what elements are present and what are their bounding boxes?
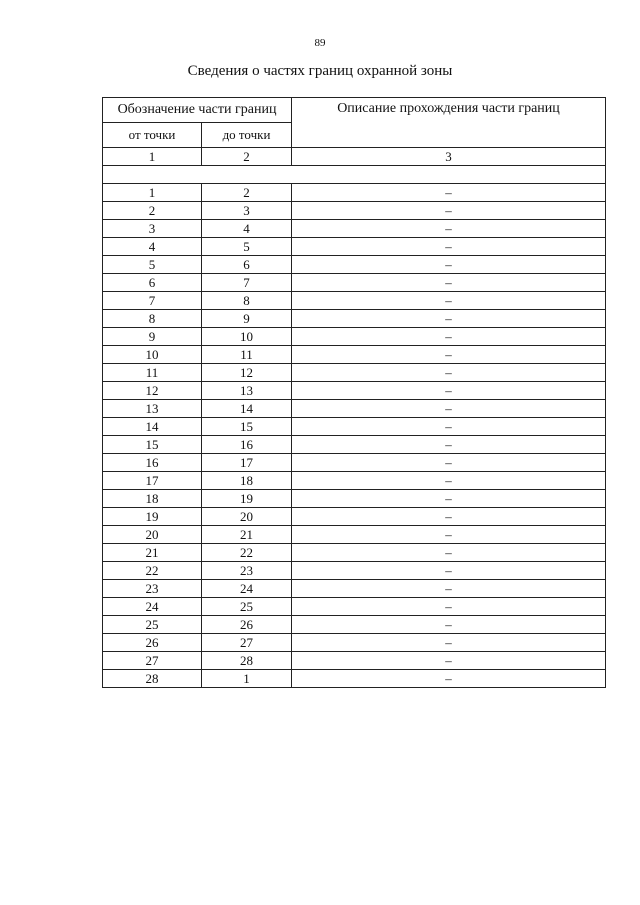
table-row [103, 544, 606, 562]
cell-from-point: 17 [103, 472, 202, 490]
header-number-1: 1 [103, 148, 202, 166]
cell-from-point: 8 [103, 310, 202, 328]
cell-from-point: 26 [103, 634, 202, 652]
cell-description: – [292, 256, 606, 274]
cell-to-point: 28 [202, 652, 292, 670]
cell-from-point: 23 [103, 580, 202, 598]
cell-from-point: 1 [103, 184, 202, 202]
cell-from-point: 9 [103, 328, 202, 346]
cell-description: – [292, 382, 606, 400]
cell-description: – [292, 562, 606, 580]
table-row [103, 670, 606, 688]
table-row [103, 364, 606, 382]
header-description: Описание прохождения части границ [292, 98, 606, 148]
table-row [103, 580, 606, 598]
cell-description: – [292, 616, 606, 634]
cell-from-point: 16 [103, 454, 202, 472]
header-number-3: 3 [292, 148, 606, 166]
cell-to-point: 22 [202, 544, 292, 562]
table-row [103, 436, 606, 454]
cell-to-point: 6 [202, 256, 292, 274]
cell-to-point: 5 [202, 238, 292, 256]
cell-from-point: 10 [103, 346, 202, 364]
table-row [103, 472, 606, 490]
cell-to-point: 19 [202, 490, 292, 508]
cell-to-point: 27 [202, 634, 292, 652]
cell-description: – [292, 526, 606, 544]
cell-from-point: 20 [103, 526, 202, 544]
table-row [103, 292, 606, 310]
cell-to-point: 8 [202, 292, 292, 310]
cell-description: – [292, 310, 606, 328]
cell-from-point: 7 [103, 292, 202, 310]
cell-from-point: 14 [103, 418, 202, 436]
table-row [103, 346, 606, 364]
cell-description: – [292, 598, 606, 616]
page-number: 89 [314, 37, 326, 49]
table-row [103, 382, 606, 400]
cell-description: – [292, 346, 606, 364]
cell-description: – [292, 580, 606, 598]
cell-from-point: 21 [103, 544, 202, 562]
header-number-2: 2 [202, 148, 292, 166]
cell-description: – [292, 472, 606, 490]
cell-to-point: 15 [202, 418, 292, 436]
cell-to-point: 10 [202, 328, 292, 346]
blank-row [103, 166, 606, 184]
cell-description: – [292, 436, 606, 454]
table-row [103, 184, 606, 202]
cell-to-point: 23 [202, 562, 292, 580]
table-row [103, 562, 606, 580]
cell-to-point: 9 [202, 310, 292, 328]
table-row [103, 220, 606, 238]
cell-from-point: 19 [103, 508, 202, 526]
table-row [103, 238, 606, 256]
cell-description: – [292, 400, 606, 418]
cell-description: – [292, 274, 606, 292]
table-row [103, 652, 606, 670]
cell-to-point: 4 [202, 220, 292, 238]
blank-cell [103, 166, 606, 184]
boundary-parts-table [102, 97, 606, 688]
table-row [103, 634, 606, 652]
cell-to-point: 1 [202, 670, 292, 688]
cell-from-point: 22 [103, 562, 202, 580]
cell-to-point: 24 [202, 580, 292, 598]
table-row [103, 418, 606, 436]
cell-from-point: 3 [103, 220, 202, 238]
cell-to-point: 11 [202, 346, 292, 364]
cell-to-point: 12 [202, 364, 292, 382]
cell-description: – [292, 238, 606, 256]
cell-to-point: 18 [202, 472, 292, 490]
cell-from-point: 27 [103, 652, 202, 670]
table-row [103, 310, 606, 328]
cell-description: – [292, 454, 606, 472]
header-boundary-designation: Обозначение части границ [103, 98, 292, 123]
table-body [103, 184, 606, 688]
table-row [103, 598, 606, 616]
cell-to-point: 16 [202, 436, 292, 454]
table-row [103, 400, 606, 418]
cell-description: – [292, 292, 606, 310]
table-row [103, 508, 606, 526]
cell-from-point: 11 [103, 364, 202, 382]
cell-description: – [292, 544, 606, 562]
table-row [103, 526, 606, 544]
table-row [103, 202, 606, 220]
cell-from-point: 18 [103, 490, 202, 508]
cell-to-point: 3 [202, 202, 292, 220]
cell-description: – [292, 670, 606, 688]
table-row [103, 490, 606, 508]
cell-from-point: 2 [103, 202, 202, 220]
cell-to-point: 26 [202, 616, 292, 634]
table-row [103, 256, 606, 274]
cell-from-point: 5 [103, 256, 202, 274]
cell-from-point: 25 [103, 616, 202, 634]
cell-description: – [292, 364, 606, 382]
cell-from-point: 24 [103, 598, 202, 616]
cell-description: – [292, 418, 606, 436]
cell-description: – [292, 220, 606, 238]
cell-to-point: 17 [202, 454, 292, 472]
cell-description: – [292, 490, 606, 508]
cell-to-point: 20 [202, 508, 292, 526]
cell-to-point: 13 [202, 382, 292, 400]
header-to-point: до точки [202, 123, 292, 148]
cell-from-point: 12 [103, 382, 202, 400]
table-row [103, 616, 606, 634]
cell-description: – [292, 184, 606, 202]
cell-from-point: 13 [103, 400, 202, 418]
cell-to-point: 21 [202, 526, 292, 544]
cell-to-point: 25 [202, 598, 292, 616]
cell-from-point: 15 [103, 436, 202, 454]
cell-from-point: 6 [103, 274, 202, 292]
document-title: Сведения о частях границ охранной зоны [187, 63, 453, 79]
table-row [103, 454, 606, 472]
cell-to-point: 2 [202, 184, 292, 202]
cell-description: – [292, 202, 606, 220]
cell-description: – [292, 634, 606, 652]
cell-description: – [292, 508, 606, 526]
cell-to-point: 14 [202, 400, 292, 418]
cell-from-point: 28 [103, 670, 202, 688]
table-row [103, 274, 606, 292]
header-from-point: от точки [103, 123, 202, 148]
table-row [103, 328, 606, 346]
cell-description: – [292, 652, 606, 670]
cell-description: – [292, 328, 606, 346]
cell-to-point: 7 [202, 274, 292, 292]
cell-from-point: 4 [103, 238, 202, 256]
